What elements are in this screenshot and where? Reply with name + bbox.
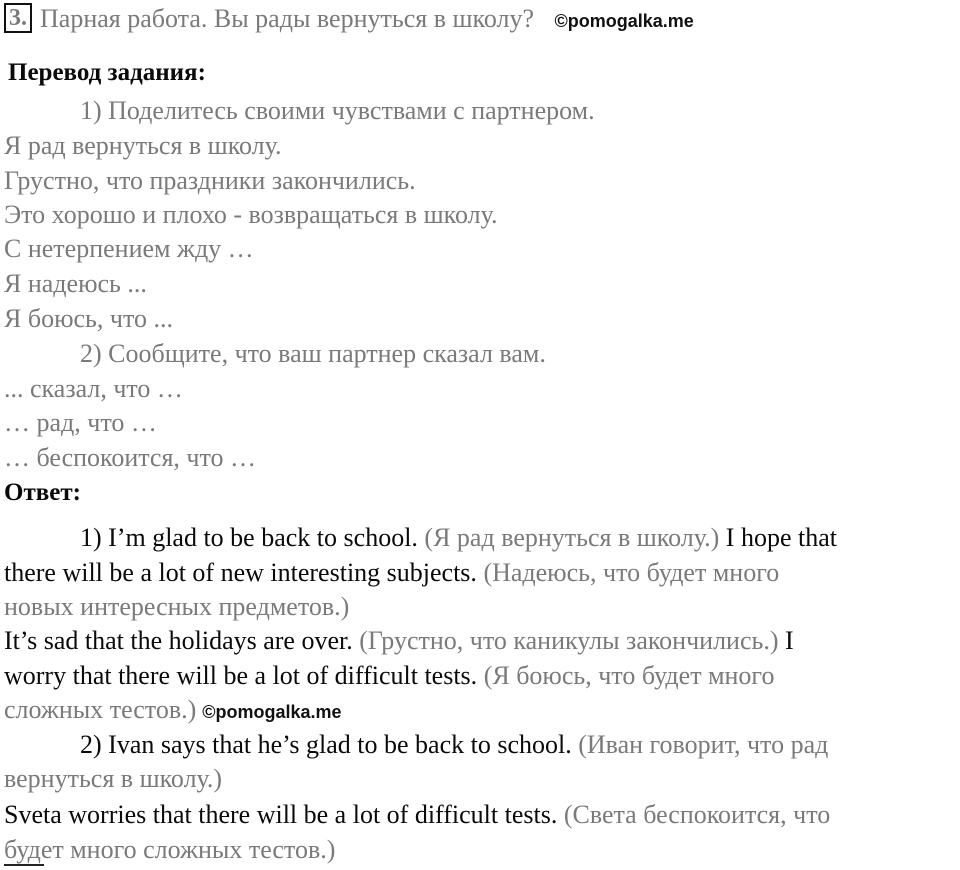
page-divider	[4, 864, 44, 866]
answer-ru-text: сложных тестов.)	[4, 695, 197, 724]
translation-line: Это хорошо и плохо - возвращаться в школу.	[4, 200, 498, 229]
translation-part2-title: 2) Сообщите, что ваш партнер сказал вам.	[80, 339, 546, 368]
answer-en-text: It’s sad that the holidays are over.	[4, 626, 353, 655]
translation-line: С нетерпением жду …	[4, 234, 254, 263]
translation-line: … рад, что …	[4, 408, 157, 437]
answer-en-text: I	[785, 626, 794, 655]
answer-ru-text: (Иван говорит, что рад	[578, 730, 829, 759]
answer-line	[4, 624, 794, 658]
answer-heading: Ответ:	[4, 479, 81, 506]
answer-line	[4, 693, 342, 729]
translation-line: ... сказал, что …	[4, 374, 183, 403]
answer-en-text: there will be a lot of new interesting subjects.	[4, 558, 477, 587]
watermark: ©pomogalka.me	[554, 11, 694, 31]
translation-line: Я боюсь, что ...	[4, 304, 173, 333]
answer-en-text: Sveta worries that there will be a lot of difficult tests.	[4, 800, 558, 829]
answer-ru-text: новых интересных предметов.)	[4, 592, 350, 621]
answer-ru-text: (Я боюсь, что будет много	[483, 661, 775, 690]
translation-line: Я рад вернуться в школу.	[4, 131, 282, 160]
answer-ru-text: (Я рад вернуться в школу.)	[424, 523, 720, 552]
translation-line: Грустно, что праздники закончились.	[4, 166, 416, 195]
answer-line	[4, 798, 830, 832]
answer-line	[4, 728, 828, 762]
answer-en-text: I hope that	[725, 523, 837, 552]
task-header	[4, 2, 694, 38]
answer-ru-text: будет много сложных тестов.)	[4, 835, 336, 864]
translation-line: Я надеюсь ...	[4, 269, 147, 298]
task-number: 3.	[4, 3, 32, 33]
translation-heading: Перевод задания:	[8, 59, 206, 86]
answer-en-text: worry that there will be a lot of difficult tests.	[4, 661, 478, 690]
answer-ru-text: вернуться в школу.)	[4, 764, 223, 793]
task-title: Парная работа. Вы рады вернуться в школу?	[40, 4, 534, 33]
answer-line	[4, 521, 837, 555]
watermark: ©pomogalka.me	[202, 702, 342, 722]
translation-part1-title: 1) Поделитесь своими чувствами с партнером.	[80, 96, 595, 125]
translation-line: … беспокоится, что …	[4, 443, 257, 472]
answer-ru-text: (Света беспокоится, что	[563, 800, 831, 829]
answer-ru-text: (Грустно, что каникулы закончились.)	[359, 626, 779, 655]
answer-line	[4, 659, 774, 693]
answer-ru-text: (Надеюсь, что будет много	[483, 558, 780, 587]
answer-en-text: 2) Ivan says that he’s glad to be back to school.	[80, 730, 572, 759]
answer-line	[4, 556, 779, 590]
answer-en-text: 1) I’m glad to be back to school.	[80, 523, 418, 552]
